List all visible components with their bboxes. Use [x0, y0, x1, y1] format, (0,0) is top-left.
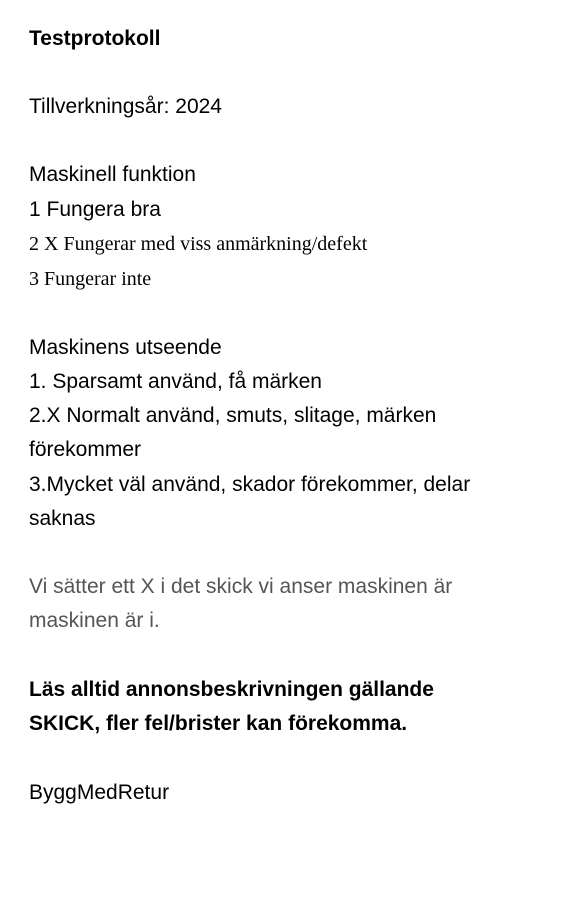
- appearance-item-2: 2.X Normalt använd, smuts, slitage, märken: [29, 404, 437, 427]
- function-item-3: 3 Fungerar inte: [29, 268, 152, 290]
- signature: ByggMedRetur: [29, 781, 170, 804]
- warning-line-1: Läs alltid annonsbeskrivningen gällande: [29, 678, 434, 701]
- function-item-1: 1 Fungera bra: [29, 198, 161, 221]
- function-item-2: 2 X Fungerar med viss anmärkning/defekt: [29, 233, 368, 255]
- document-title: Testprotokoll: [29, 27, 161, 50]
- appearance-item-1: 1. Sparsamt använd, få märken: [29, 370, 322, 393]
- manufacture-year: Tillverkningsår: 2024: [29, 95, 222, 118]
- appearance-heading: Maskinens utseende: [29, 336, 222, 359]
- note-line-2: maskinen är i.: [29, 609, 160, 632]
- appearance-item-3: 3.Mycket väl använd, skador förekommer, delar: [29, 473, 471, 496]
- warning-line-2: SKICK, fler fel/brister kan förekomma.: [29, 712, 408, 735]
- note-line-1: Vi sätter ett X i det skick vi anser maskinen är: [29, 575, 453, 598]
- appearance-item-2-cont: förekommer: [29, 438, 142, 461]
- appearance-item-3-cont: saknas: [29, 507, 96, 530]
- function-heading: Maskinell funktion: [29, 163, 196, 186]
